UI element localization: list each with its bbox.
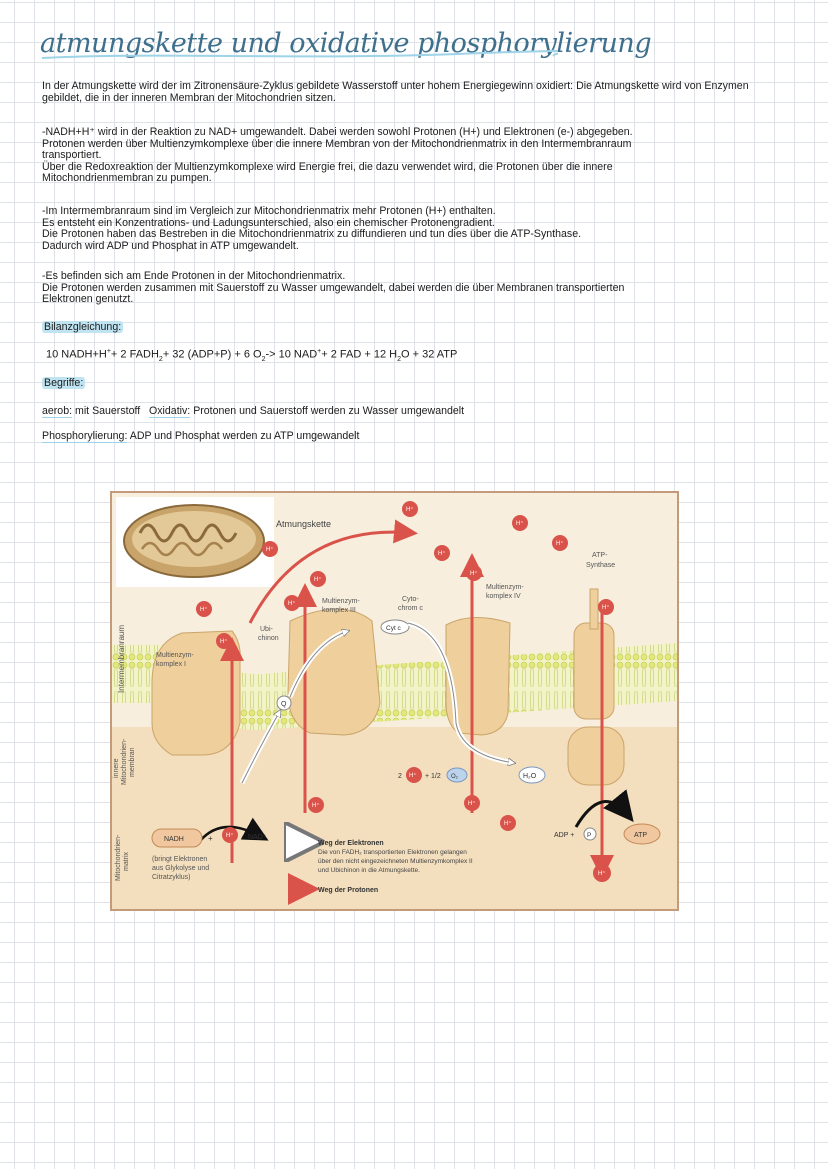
svg-text:Q: Q xyxy=(281,701,287,708)
term-phosphorylierung: Phosphorylierung: ADP und Phosphat werden zu ATP umgewandelt xyxy=(42,430,360,442)
svg-text:H₂O: H₂O xyxy=(523,773,537,780)
svg-text:2: 2 xyxy=(398,773,402,780)
svg-text:Ubi-: Ubi- xyxy=(260,626,273,633)
svg-text:komplex I: komplex I xyxy=(156,661,186,668)
svg-text:H⁺: H⁺ xyxy=(556,541,564,547)
begriffe-heading: Begriffe: xyxy=(44,377,84,389)
svg-text:H⁺: H⁺ xyxy=(288,601,296,607)
svg-text:H⁺: H⁺ xyxy=(602,605,610,611)
section-water: -Es befinden sich am Ende Protonen in der Mitochondrienmatrix. Die Protonen werden zusammen mit Sauerstoff zu Wasser umgewandelt, dabei werden die über Membranen transportierten Elektronen genutzt. xyxy=(42,270,625,305)
bilanz-heading: Bilanzgleichung: xyxy=(44,321,122,333)
svg-text:H⁺: H⁺ xyxy=(200,607,208,613)
svg-text:Multienzym-: Multienzym- xyxy=(156,652,194,659)
intro-paragraph: In der Atmungskette wird der im Zitronensäure-Zyklus gebildete Wasserstoff unter hohem Energiegewinn oxidiert: Die Atmungskette wird von Enzymen gebildet, die in der inneren Membran der Mitochondrien sitzen. xyxy=(42,80,749,104)
svg-text:komplex III: komplex III xyxy=(322,607,356,614)
svg-text:H⁺: H⁺ xyxy=(598,871,606,877)
label-intermembranraum: Intermembranraum xyxy=(117,624,126,693)
svg-text:O₂: O₂ xyxy=(451,774,458,780)
svg-text:H⁺: H⁺ xyxy=(438,551,446,557)
svg-text:+: + xyxy=(208,834,213,843)
svg-text:P: P xyxy=(587,832,592,839)
term-aerob-oxidativ: aerob: mit Sauerstoff Oxidativ: Protonen und Sauerstoff werden zu Wasser umgewandelt xyxy=(42,405,465,417)
svg-text:und Ubichinon in die Atmungske: und Ubichinon in die Atmungskette. xyxy=(318,867,420,874)
svg-text:H⁺: H⁺ xyxy=(312,803,320,809)
balance-equation: 10 NADH+H++ 2 $FADH_2+ 32$ (ADP+P) + 6 $O_2-> 10$ NAD++ 2 FAD + 12 $H_2O + 32$ ATP xyxy=(46,348,458,363)
svg-text:H⁺: H⁺ xyxy=(266,547,274,553)
svg-text:Cyt c: Cyt c xyxy=(386,625,401,632)
svg-text:chinon: chinon xyxy=(258,635,279,642)
svg-text:Weg der Elektronen: Weg der Elektronen xyxy=(318,840,384,847)
svg-text:ATP-: ATP- xyxy=(592,552,608,559)
svg-text:Mitochondrien-: Mitochondrien- xyxy=(121,738,128,785)
svg-text:aus Glykolyse und: aus Glykolyse und xyxy=(152,865,210,872)
title-swash xyxy=(38,44,558,66)
svg-text:+ 1/2: + 1/2 xyxy=(425,773,441,780)
svg-text:H⁺: H⁺ xyxy=(470,571,478,577)
svg-text:H⁺: H⁺ xyxy=(314,577,322,583)
svg-text:Multienzym-: Multienzym- xyxy=(322,598,360,605)
page-title: atmungskette und oxidative phosphorylierung xyxy=(40,28,652,59)
section-nadh: -NADH+H⁺ wird in der Reaktion zu NAD+ umgewandelt. Dabei werden sowohl Protonen (H+) und Elektronen (e-) abgegeben. Protonen werden über Multienzymkomplexe über die innere Membran von der Mitochondrienmatrix in den Intermembranraum transportiert. Über die Redoxreaktion der Multienzymkomplexe wird Energie frei, die dazu verwendet wird, die Protonen über die innere Mitochondrienmembran zu pumpen. xyxy=(42,126,633,184)
svg-text:Multienzym-: Multienzym- xyxy=(486,584,524,591)
section-gradient: -Im Intermembranraum sind im Vergleich zur Mitochondrienmatrix mehr Protonen (H+) enthalten. Es entsteht ein Konzentrations- und Ladungsunterschied, also ein chemischer Protonengradient. Die Protonen haben das Bestreben in die Mitochondrienmatrix zu diffundieren und tun dies über die ATP-Synthase. Dadurch wird ADP und Phosphat in ATP umgewandelt. xyxy=(42,205,582,252)
mitochondrion-thumbnail xyxy=(116,497,274,587)
svg-text:Weg der Protonen: Weg der Protonen xyxy=(318,887,379,894)
svg-text:H⁺: H⁺ xyxy=(220,639,228,645)
svg-text:Cyto-: Cyto- xyxy=(402,596,419,603)
svg-text:Mitochondrien-: Mitochondrien- xyxy=(115,834,122,881)
svg-text:Die von FADH₂ transportierten: Die von FADH₂ transportierten Elektronen gelangen xyxy=(318,849,467,856)
svg-text:Citratzyklus): Citratzyklus) xyxy=(152,874,191,881)
svg-text:(bringt Elektronen: (bringt Elektronen xyxy=(152,856,208,863)
svg-text:Synthase: Synthase xyxy=(586,562,616,569)
svg-text:über den nicht eingezeichneten: über den nicht eingezeichneten Multienzymkomplex II xyxy=(318,858,473,865)
svg-text:komplex IV: komplex IV xyxy=(486,593,521,600)
svg-text:H⁺: H⁺ xyxy=(468,801,476,807)
label-atmungskette: Atmungskette xyxy=(276,519,332,529)
svg-text:ATP: ATP xyxy=(634,832,648,839)
respiratory-chain-figure xyxy=(110,491,679,911)
svg-text:H⁺: H⁺ xyxy=(406,507,414,513)
complex-1 xyxy=(152,631,240,755)
svg-text:innere: innere xyxy=(113,758,120,778)
svg-text:NADH: NADH xyxy=(164,836,184,843)
svg-text:H⁺: H⁺ xyxy=(504,821,512,827)
svg-text:NAD⁺: NAD⁺ xyxy=(248,834,267,841)
svg-text:matrix: matrix xyxy=(123,851,130,871)
svg-text:H⁺: H⁺ xyxy=(516,521,524,527)
svg-text:H⁺: H⁺ xyxy=(409,773,417,779)
svg-text:ADP +: ADP + xyxy=(554,832,575,839)
svg-text:H⁺: H⁺ xyxy=(226,833,234,839)
svg-text:chrom c: chrom c xyxy=(398,605,423,612)
svg-text:membran: membran xyxy=(129,747,136,777)
